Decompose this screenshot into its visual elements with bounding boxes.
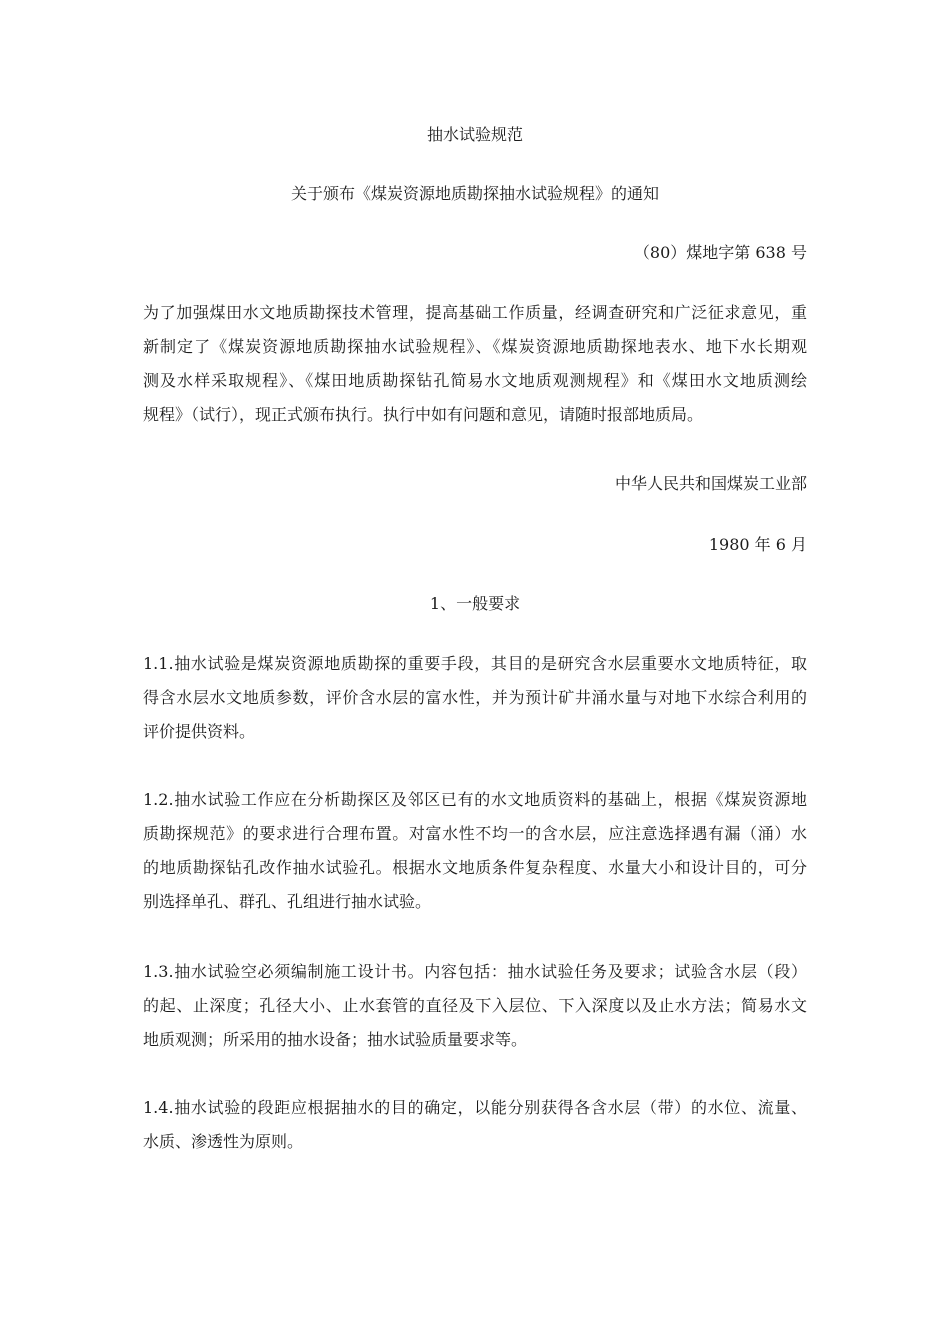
clause-1-4 xyxy=(143,1091,807,1159)
clause-line: 质勘探规范》的要求进行合理布置。对富水性不均一的含水层，应注意选择遇有漏（涌）水 xyxy=(143,824,807,843)
clause-line: 地质观测；所采用的抽水设备；抽水试验质量要求等。 xyxy=(143,1030,528,1049)
clause-line: 别选择单孔、群孔、孔组进行抽水试验。 xyxy=(143,892,432,911)
intro-line: 新制定了《煤炭资源地质勘探抽水试验规程》、《煤炭资源地质勘探地表水、地下水长期观 xyxy=(143,337,807,356)
clause-line: 1.2.抽水试验工作应在分析勘探区及邻区已有的水文地质资料的基础上，根据《煤炭资源地 xyxy=(143,790,807,809)
clause-line: 1.4.抽水试验的段距应根据抽水的目的确定，以能分别获得各含水层（带）的水位、流量、 xyxy=(143,1098,807,1117)
issuer: 中华人民共和国煤炭工业部 xyxy=(614,474,807,493)
intro-line: 规程》（试行），现正式颁布执行。执行中如有问题和意见，请随时报部地质局。 xyxy=(143,405,704,424)
clause-line: 评价提供资料。 xyxy=(143,722,256,741)
clause-line: 1.1.抽水试验是煤炭资源地质勘探的重要手段，其目的是研究含水层重要水文地质特征，取 xyxy=(143,654,807,673)
issue-date: 1980 年 6 月 xyxy=(708,535,807,554)
clause-1-3 xyxy=(143,955,807,1057)
clause-line: 的起、止深度；孔径大小、止水套管的直径及下入层位、下入深度以及止水方法；简易水文 xyxy=(143,996,807,1015)
section-heading: 1、一般要求 xyxy=(429,594,521,613)
intro-line: 为了加强煤田水文地质勘探技术管理，提高基础工作质量，经调查研究和广泛征求意见，重 xyxy=(143,303,807,322)
notice-title: 关于颁布《煤炭资源地质勘探抽水试验规程》的通知 xyxy=(290,184,659,203)
document-title: 抽水试验规范 xyxy=(426,125,523,144)
document-number: （80）煤地字第 638 号 xyxy=(633,243,807,262)
intro-line: 测及水样采取规程》、《煤田地质勘探钻孔简易水文地质观测规程》和《煤田水文地质测绘 xyxy=(143,371,807,390)
clause-line: 得含水层水文地质参数，评价含水层的富水性，并为预计矿井涌水量与对地下水综合利用的 xyxy=(143,688,807,707)
intro-paragraph xyxy=(143,296,807,432)
clause-1-2 xyxy=(143,783,807,919)
clause-line: 水质、渗透性为原则。 xyxy=(143,1132,304,1151)
clause-line: 1.3.抽水试验空必须编制施工设计书。内容包括：抽水试验任务及要求；试验含水层（段） xyxy=(143,962,807,981)
clause-line: 的地质勘探钻孔改作抽水试验孔。根据水文地质条件复杂程度、水量大小和设计目的，可分 xyxy=(143,858,807,877)
clause-1-1 xyxy=(143,647,807,749)
